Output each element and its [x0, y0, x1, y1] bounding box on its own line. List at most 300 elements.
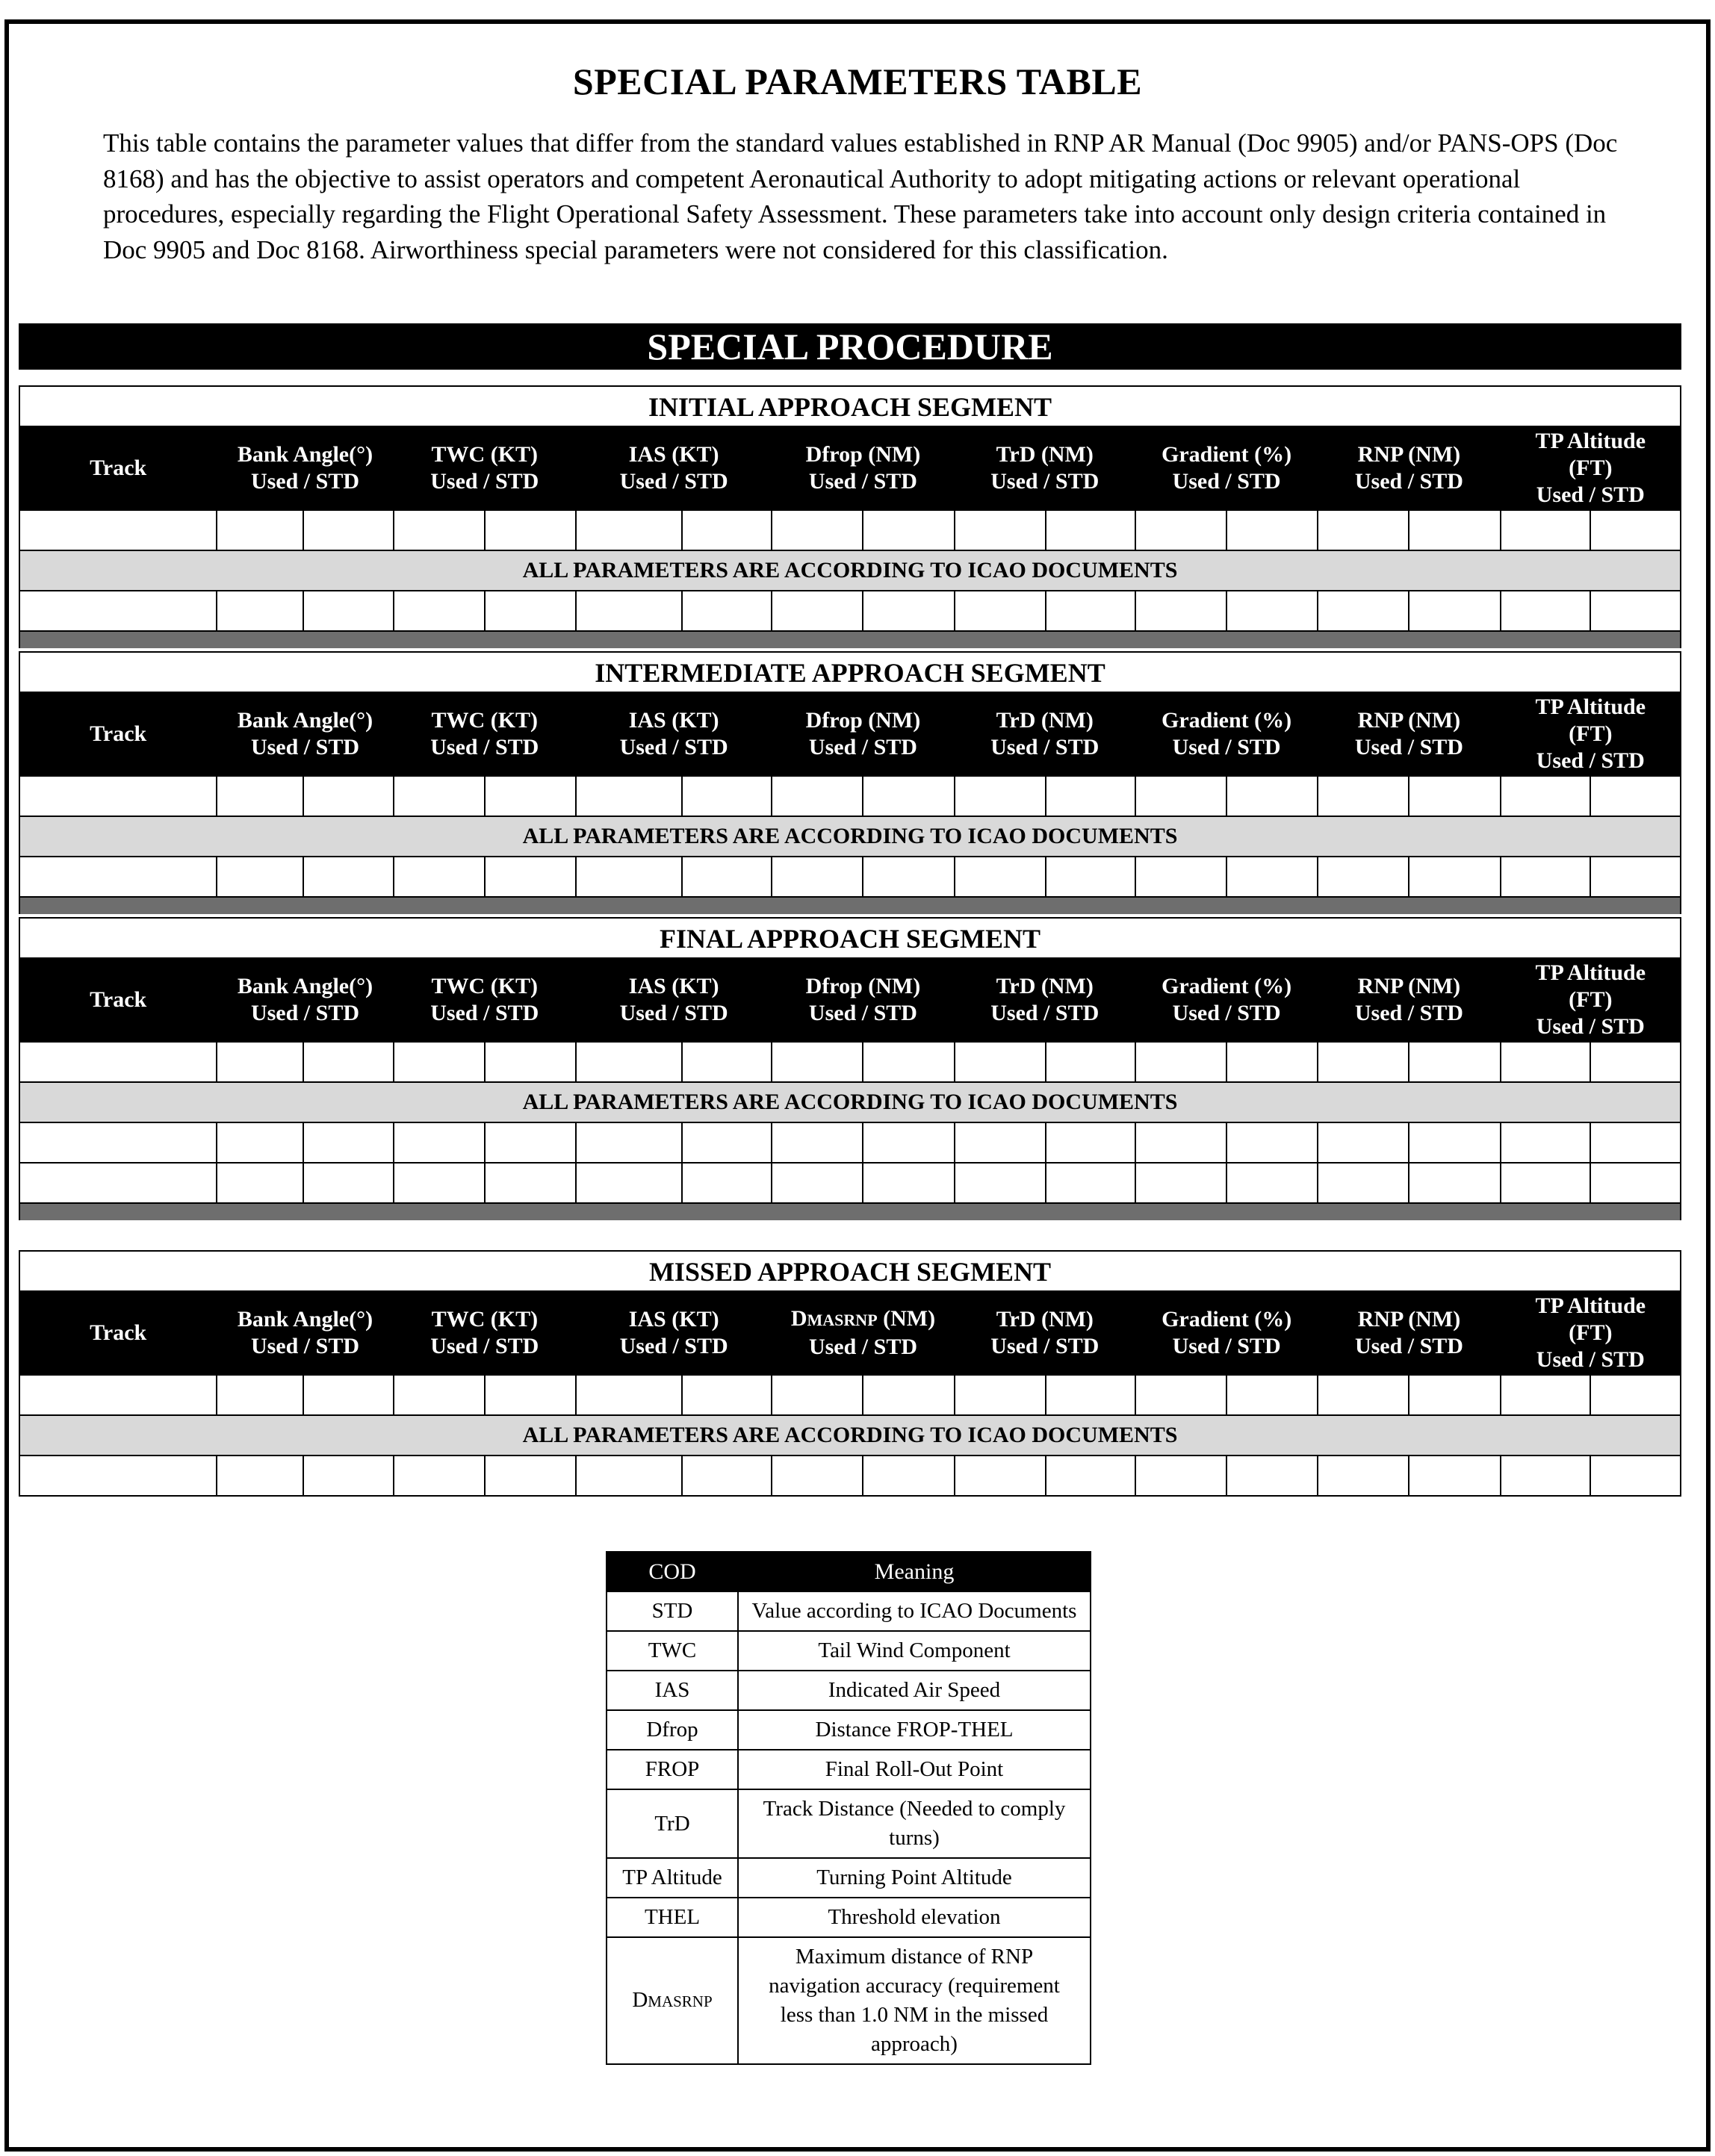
table-cell[interactable]	[682, 1042, 772, 1082]
table-cell[interactable]	[576, 1122, 682, 1163]
table-cell[interactable]	[394, 1122, 485, 1163]
table-cell[interactable]	[1135, 776, 1226, 816]
table-cell[interactable]	[772, 857, 863, 897]
table-cell[interactable]	[576, 510, 682, 550]
table-cell[interactable]	[1501, 776, 1590, 816]
column-header-line: Used / STD	[619, 735, 728, 759]
column-header-line: Used / STD	[430, 1334, 539, 1358]
column-header-line: Track	[90, 987, 147, 1012]
column-header	[217, 1291, 393, 1375]
table-cell[interactable]	[394, 1456, 485, 1496]
table-cell[interactable]	[217, 1122, 303, 1163]
table-cell[interactable]	[1318, 1042, 1409, 1082]
table-cell[interactable]	[576, 1456, 682, 1496]
legend-meaning: Tail Wind Component	[738, 1631, 1091, 1671]
column-header-line: Used / STD	[1536, 1014, 1645, 1039]
column-header	[576, 692, 772, 776]
table-cell[interactable]	[772, 1163, 863, 1203]
column-header-line: Bank Angle(°)	[237, 708, 373, 733]
column-header-line: TP Altitude	[1535, 960, 1646, 985]
table-cell[interactable]	[394, 1163, 485, 1203]
note-row	[19, 550, 1681, 591]
column-header-line: TWC (KT)	[431, 1307, 539, 1332]
legend-code: TWC	[607, 1631, 738, 1671]
segment-0	[19, 385, 1681, 648]
table-cell[interactable]	[1135, 1163, 1226, 1203]
table-cell[interactable]	[1226, 1122, 1318, 1163]
column-header-line: TP Altitude	[1535, 695, 1646, 719]
table-cell[interactable]	[1135, 1042, 1226, 1082]
column-header	[394, 958, 576, 1042]
table-cell[interactable]	[303, 776, 393, 816]
segment-title: MISSED APPROACH SEGMENT	[19, 1250, 1681, 1290]
table-cell[interactable]	[955, 1163, 1046, 1203]
table-cell[interactable]	[19, 591, 217, 631]
table-cell[interactable]	[394, 591, 485, 631]
table-cell[interactable]	[1046, 857, 1135, 897]
table-cell[interactable]	[772, 510, 863, 550]
table-cell[interactable]	[303, 591, 393, 631]
column-header	[1318, 1291, 1500, 1375]
legend-body	[607, 1591, 1091, 2064]
legend-meaning: Distance FROP-THEL	[738, 1710, 1091, 1750]
legend-meaning: Final Roll-Out Point	[738, 1750, 1091, 1789]
column-header-line: RNP (NM)	[1357, 708, 1461, 733]
table-cell[interactable]	[394, 1042, 485, 1082]
segment-1	[19, 651, 1681, 914]
legend-code: THEL	[607, 1898, 738, 1937]
segment-table	[19, 426, 1681, 632]
table-cell[interactable]	[1501, 591, 1590, 631]
column-header-line: Dfrop (NM)	[805, 974, 921, 998]
compliance-note: ALL PARAMETERS ARE ACCORDING TO ICAO DOCUMENTS	[19, 550, 1681, 591]
table-cell[interactable]	[682, 510, 772, 550]
table-cell[interactable]	[576, 857, 682, 897]
table-cell[interactable]	[1226, 857, 1318, 897]
table-cell[interactable]	[772, 1375, 863, 1415]
table-cell[interactable]	[863, 591, 954, 631]
legend-row	[607, 1710, 1091, 1750]
note-row	[19, 1415, 1681, 1456]
column-header-line: Gradient (%)	[1162, 442, 1292, 467]
column-header-line: Track	[90, 456, 147, 480]
table-cell[interactable]	[863, 510, 954, 550]
table-cell[interactable]	[1501, 510, 1590, 550]
table-cell[interactable]	[1409, 1042, 1500, 1082]
table-cell[interactable]	[1409, 776, 1500, 816]
legend-meaning: Maximum distance of RNP navigation accuracy (requirement less than 1.0 NM in the missed approach)	[738, 1937, 1091, 2064]
column-header-line: TrD (NM)	[996, 442, 1094, 467]
segment-title: INTERMEDIATE APPROACH SEGMENT	[19, 651, 1681, 692]
legend-row	[607, 1789, 1091, 1858]
header-row	[19, 426, 1681, 510]
table-cell[interactable]	[485, 776, 576, 816]
table-cell[interactable]	[485, 1122, 576, 1163]
column-header	[576, 958, 772, 1042]
column-header-line: Used / STD	[1354, 469, 1463, 494]
table-cell[interactable]	[1501, 1042, 1590, 1082]
table-cell[interactable]	[682, 857, 772, 897]
column-header-line: Used / STD	[430, 469, 539, 494]
column-header	[19, 692, 217, 776]
table-cell[interactable]	[576, 591, 682, 631]
table-cell[interactable]	[1046, 1163, 1135, 1203]
table-cell[interactable]	[217, 776, 303, 816]
column-header	[19, 426, 217, 510]
table-cell[interactable]	[955, 510, 1046, 550]
column-header	[576, 426, 772, 510]
column-header-line: (FT)	[1569, 1320, 1613, 1345]
compliance-note: ALL PARAMETERS ARE ACCORDING TO ICAO DOCUMENTS	[19, 1082, 1681, 1122]
table-cell[interactable]	[1226, 1375, 1318, 1415]
column-header	[1318, 692, 1500, 776]
table-cell[interactable]	[1318, 1122, 1409, 1163]
note-row	[19, 1082, 1681, 1122]
table-cell[interactable]	[772, 1456, 863, 1496]
table-cell[interactable]	[682, 1122, 772, 1163]
table-cell[interactable]	[1046, 591, 1135, 631]
column-header-line: Used / STD	[619, 1001, 728, 1025]
column-header	[772, 1291, 954, 1375]
table-cell[interactable]	[217, 1456, 303, 1496]
table-cell[interactable]	[1318, 857, 1409, 897]
table-cell[interactable]	[1501, 1456, 1590, 1496]
column-header-line: Used / STD	[808, 469, 917, 494]
table-cell[interactable]	[1318, 510, 1409, 550]
column-header-line: TrD (NM)	[996, 1307, 1094, 1332]
table-cell[interactable]	[394, 510, 485, 550]
table-cell[interactable]	[772, 776, 863, 816]
table-cell[interactable]	[303, 857, 393, 897]
table-cell[interactable]	[303, 1122, 393, 1163]
table-cell[interactable]	[955, 776, 1046, 816]
legend-code: TrD	[607, 1789, 738, 1858]
table-cell[interactable]	[955, 1456, 1046, 1496]
column-header	[19, 1291, 217, 1375]
table-cell[interactable]	[303, 1456, 393, 1496]
column-header-line: Gradient (%)	[1162, 1307, 1292, 1332]
table-cell[interactable]	[485, 1042, 576, 1082]
column-header-line: Bank Angle(°)	[237, 974, 373, 998]
table-cell[interactable]	[682, 776, 772, 816]
column-header	[1318, 426, 1500, 510]
intro-paragraph: This table contains the parameter values that differ from the standard values established in RNP AR Manual (Doc 9905) and/or PANS-OPS (Doc 8168) and has the objective to assist operators and competent Aeronautical Authority to adopt mitigating actions or relevant operational procedures, especially regarding the Flight Operational Safety Assessment. These parameters take into account only design criteria contained in Doc 9905 and Doc 8168. Airworthiness special parameters were not considered for this classification.	[103, 128, 1618, 264]
table-cell[interactable]	[1409, 591, 1500, 631]
column-header-line: TrD (NM)	[996, 974, 1094, 998]
column-header	[1318, 958, 1500, 1042]
column-header	[19, 958, 217, 1042]
header-row	[19, 692, 1681, 776]
column-header-line: Used / STD	[1354, 1334, 1463, 1358]
column-header-line: Used / STD	[619, 1334, 728, 1358]
dmasrnp-prefix: D	[790, 1306, 807, 1331]
table-cell[interactable]	[863, 1042, 954, 1082]
table-cell[interactable]	[19, 1375, 217, 1415]
table-cell[interactable]	[19, 1456, 217, 1496]
column-header-line: TP Altitude	[1535, 429, 1646, 453]
segment-table	[19, 1290, 1681, 1497]
compliance-note: ALL PARAMETERS ARE ACCORDING TO ICAO DOCUMENTS	[19, 1415, 1681, 1456]
column-header-line: IAS (KT)	[628, 974, 719, 998]
table-cell[interactable]	[1226, 1456, 1318, 1496]
legend-code: Dfrop	[607, 1710, 738, 1750]
legend-row	[607, 1671, 1091, 1710]
table-cell[interactable]	[485, 591, 576, 631]
segment-table	[19, 692, 1681, 898]
legend-meaning: Track Distance (Needed to comply turns)	[738, 1789, 1091, 1858]
table-cell[interactable]	[19, 1042, 217, 1082]
column-header-line: Used / STD	[1172, 735, 1281, 759]
table-cell[interactable]	[1135, 1456, 1226, 1496]
table-cell[interactable]	[217, 591, 303, 631]
table-row	[19, 510, 1681, 550]
table-cell[interactable]	[1226, 591, 1318, 631]
table-cell[interactable]	[303, 1375, 393, 1415]
column-header-line: Dfrop (NM)	[805, 442, 921, 467]
table-cell[interactable]	[1046, 1122, 1135, 1163]
table-cell[interactable]	[1501, 857, 1590, 897]
column-header-line: IAS (KT)	[628, 708, 719, 733]
column-header-line: Used / STD	[990, 1334, 1100, 1358]
column-header	[955, 426, 1135, 510]
column-header-line: Used / STD	[1172, 469, 1281, 494]
column-header-line: Used / STD	[808, 735, 917, 759]
table-cell[interactable]	[1590, 776, 1681, 816]
table-cell[interactable]	[394, 857, 485, 897]
table-cell[interactable]	[1135, 510, 1226, 550]
table-cell[interactable]	[1226, 1042, 1318, 1082]
column-header-line: Used / STD	[808, 1335, 917, 1359]
column-header-line: Used / STD	[1172, 1334, 1281, 1358]
column-header-line: TWC (KT)	[431, 974, 539, 998]
table-row	[19, 776, 1681, 816]
legend-code: IAS	[607, 1671, 738, 1710]
table-cell[interactable]	[863, 857, 954, 897]
column-header-line: Track	[90, 1320, 147, 1345]
column-header	[772, 426, 954, 510]
table-cell[interactable]	[1135, 591, 1226, 631]
column-header	[1501, 1291, 1681, 1375]
table-cell[interactable]	[863, 1163, 954, 1203]
table-cell[interactable]	[1135, 1122, 1226, 1163]
column-header	[394, 426, 576, 510]
table-cell[interactable]	[1590, 1163, 1681, 1203]
table-cell[interactable]	[394, 1375, 485, 1415]
column-header-line: (FT)	[1569, 721, 1613, 746]
column-header-line: Used / STD	[808, 1001, 917, 1025]
table-cell[interactable]	[1409, 1122, 1500, 1163]
legend-header-meaning: Meaning	[738, 1552, 1091, 1591]
table-cell[interactable]	[1226, 1163, 1318, 1203]
column-header	[576, 1291, 772, 1375]
table-cell[interactable]	[485, 1375, 576, 1415]
table-cell[interactable]	[485, 1456, 576, 1496]
table-cell[interactable]	[1409, 1163, 1500, 1203]
table-cell[interactable]	[1501, 1122, 1590, 1163]
column-header-line: Used / STD	[250, 1001, 359, 1025]
document-title: SPECIAL PARAMETERS TABLE	[572, 60, 1143, 102]
table-cell[interactable]	[772, 591, 863, 631]
table-cell[interactable]	[303, 510, 393, 550]
column-header-line: TP Altitude	[1535, 1293, 1646, 1318]
table-cell[interactable]	[303, 1042, 393, 1082]
table-cell[interactable]	[1318, 1375, 1409, 1415]
table-cell[interactable]	[863, 1375, 954, 1415]
table-cell[interactable]	[19, 1122, 217, 1163]
column-header-line: (FT)	[1569, 987, 1613, 1012]
table-cell[interactable]	[19, 776, 217, 816]
table-cell[interactable]	[1046, 510, 1135, 550]
column-header-line: IAS (KT)	[628, 442, 719, 467]
table-cell[interactable]	[1318, 776, 1409, 816]
legend-header-row	[607, 1552, 1091, 1591]
table-cell[interactable]	[19, 510, 217, 550]
column-header-line: RNP (NM)	[1357, 974, 1461, 998]
table-cell[interactable]	[1318, 1163, 1409, 1203]
table-cell[interactable]	[1046, 776, 1135, 816]
table-cell[interactable]	[576, 1042, 682, 1082]
table-cell[interactable]	[1135, 1375, 1226, 1415]
table-cell[interactable]	[1501, 1163, 1590, 1203]
table-cell[interactable]	[1318, 1456, 1409, 1496]
table-cell[interactable]	[303, 1163, 393, 1203]
table-cell[interactable]	[1046, 1375, 1135, 1415]
column-header	[1501, 426, 1681, 510]
segment-title: INITIAL APPROACH SEGMENT	[19, 385, 1681, 426]
column-header	[1135, 426, 1318, 510]
table-cell[interactable]	[1135, 857, 1226, 897]
table-cell[interactable]	[772, 1042, 863, 1082]
compliance-note: ALL PARAMETERS ARE ACCORDING TO ICAO DOCUMENTS	[19, 816, 1681, 857]
table-cell[interactable]	[1409, 857, 1500, 897]
table-cell[interactable]	[1046, 1456, 1135, 1496]
table-cell[interactable]	[1409, 510, 1500, 550]
legend-code-prefix: D	[632, 1987, 648, 2012]
column-header-line: Used / STD	[1354, 735, 1463, 759]
column-header-line: Used / STD	[430, 1001, 539, 1025]
table-cell[interactable]	[19, 857, 217, 897]
column-header	[217, 426, 393, 510]
table-cell[interactable]	[772, 1122, 863, 1163]
table-cell[interactable]	[576, 1375, 682, 1415]
segment-3	[19, 1250, 1681, 1497]
legend-meaning: Value according to ICAO Documents	[738, 1591, 1091, 1631]
table-cell[interactable]	[485, 510, 576, 550]
table-cell[interactable]	[394, 776, 485, 816]
column-header	[394, 1291, 576, 1375]
dmasrnp-subscript: MASRNP	[807, 1311, 878, 1329]
legend-header-cod: COD	[607, 1552, 738, 1591]
column-header-line: Used / STD	[990, 1001, 1100, 1025]
legend-row	[607, 1898, 1091, 1937]
table-cell[interactable]	[1409, 1456, 1500, 1496]
column-header-line	[772, 1305, 953, 1334]
table-row	[19, 591, 1681, 631]
table-cell[interactable]	[1226, 510, 1318, 550]
legend-row	[607, 1750, 1091, 1789]
table-cell[interactable]	[863, 1456, 954, 1496]
column-header-line: Dfrop (NM)	[805, 708, 921, 733]
column-header-line: TrD (NM)	[996, 708, 1094, 733]
column-header-line: Track	[90, 721, 147, 746]
table-cell[interactable]	[1409, 1375, 1500, 1415]
table-cell[interactable]	[217, 1042, 303, 1082]
table-cell[interactable]	[217, 510, 303, 550]
column-header-line: Gradient (%)	[1162, 974, 1292, 998]
table-cell[interactable]	[1590, 510, 1681, 550]
table-row	[19, 1042, 1681, 1082]
column-header-line: Gradient (%)	[1162, 708, 1292, 733]
column-header-line: Used / STD	[250, 469, 359, 494]
table-cell[interactable]	[955, 591, 1046, 631]
column-header-line: Bank Angle(°)	[237, 1307, 373, 1332]
legend-row	[607, 1858, 1091, 1898]
table-cell[interactable]	[1590, 1042, 1681, 1082]
table-cell[interactable]	[682, 591, 772, 631]
table-cell[interactable]	[485, 1163, 576, 1203]
table-cell[interactable]	[19, 1163, 217, 1203]
table-row	[19, 1122, 1681, 1163]
table-cell[interactable]	[682, 1163, 772, 1203]
table-cell[interactable]	[1501, 1375, 1590, 1415]
note-row	[19, 816, 1681, 857]
column-header-line: Used / STD	[430, 735, 539, 759]
table-cell[interactable]	[682, 1456, 772, 1496]
table-row	[19, 857, 1681, 897]
table-cell[interactable]	[217, 1375, 303, 1415]
legend-meaning: Threshold elevation	[738, 1898, 1091, 1937]
table-cell[interactable]	[576, 776, 682, 816]
table-cell[interactable]	[955, 1122, 1046, 1163]
table-cell[interactable]	[576, 1163, 682, 1203]
legend-code: FROP	[607, 1750, 738, 1789]
column-header-line: Used / STD	[990, 735, 1100, 759]
table-cell[interactable]	[1590, 1375, 1681, 1415]
table-cell[interactable]	[217, 857, 303, 897]
legend-code-subscript: MASRNP	[648, 1992, 713, 2010]
table-cell[interactable]	[1318, 591, 1409, 631]
column-header	[394, 692, 576, 776]
table-cell[interactable]	[955, 1375, 1046, 1415]
legend-row	[607, 1631, 1091, 1671]
header-row	[19, 958, 1681, 1042]
column-header	[955, 1291, 1135, 1375]
column-header-line: Used / STD	[1536, 748, 1645, 773]
table-cell[interactable]	[1590, 591, 1681, 631]
table-cell[interactable]	[682, 1375, 772, 1415]
legend-row	[607, 1937, 1091, 2064]
table-cell[interactable]	[955, 1042, 1046, 1082]
table-cell[interactable]	[1226, 776, 1318, 816]
column-header-line: Used / STD	[1536, 1347, 1645, 1372]
table-cell[interactable]	[217, 1163, 303, 1203]
table-cell[interactable]	[863, 776, 954, 816]
table-cell[interactable]	[1590, 857, 1681, 897]
table-cell[interactable]	[1046, 1042, 1135, 1082]
segment-separator	[19, 1204, 1681, 1220]
column-header	[772, 692, 954, 776]
dmasrnp-unit: (NM)	[877, 1306, 936, 1331]
table-cell[interactable]	[955, 857, 1046, 897]
legend-code	[607, 1937, 738, 2064]
table-cell[interactable]	[863, 1122, 954, 1163]
table-cell[interactable]	[1590, 1456, 1681, 1496]
table-cell[interactable]	[485, 857, 576, 897]
segment-separator	[19, 632, 1681, 648]
column-header	[1501, 692, 1681, 776]
column-header-line: Used / STD	[990, 469, 1100, 494]
table-cell[interactable]	[1590, 1122, 1681, 1163]
